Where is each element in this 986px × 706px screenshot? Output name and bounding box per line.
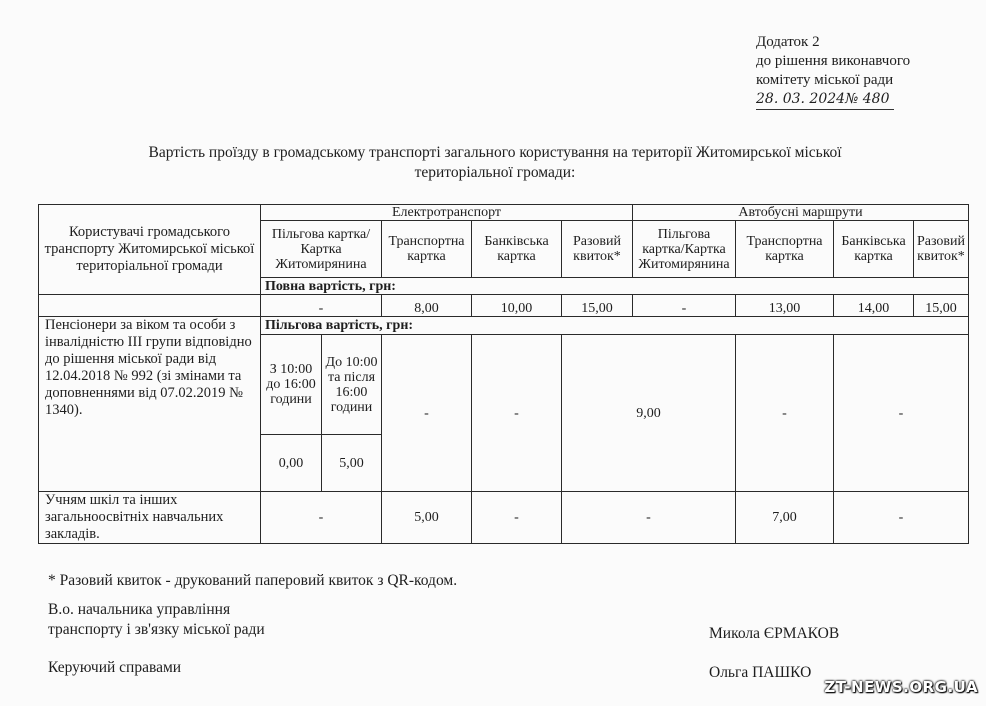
title-line1: Вартість проїзду в громадському транспорті загального користування на території Житомирської міської [148,144,842,161]
pensioners-price-time-2: 5,00 [322,435,382,492]
students-bus-transport: 7,00 [736,492,834,544]
appendix-line2: до рішення виконавчого [756,53,911,69]
group-electrotransport: Електротранспорт [261,205,633,221]
site-watermark: ZT-NEWS.ORG.UA [824,678,978,696]
pensioners-bus-benefit: 9,00 [562,335,736,492]
col-bus-transport-card: Транспортна картка [736,221,834,278]
full-price-bus-single: 15,00 [914,295,969,317]
time-window-1: З 10:00 до 16:00 години [261,335,322,435]
benefit-price-label: Пільгова вартість, грн: [261,317,969,335]
position1-line1: В.о. начальника управління [48,601,231,618]
group-bus-routes: Автобусні маршрути [633,205,969,221]
signature-position-2: Керуючий справами [48,659,182,676]
decision-date: 28. 03. 2024 [756,91,846,107]
footnote: * Разовий квиток - друкований паперовий квиток з QR-кодом. [48,572,458,589]
students-bus-bank: - [834,492,969,544]
students-transport: 5,00 [382,492,472,544]
full-price-bus-transport: 13,00 [736,295,834,317]
col-electro-bank-card: Банківська картка [472,221,562,278]
full-price-electro-bank: 10,00 [472,295,562,317]
col-electro-benefit-card: Пільгова картка/Картка Житомирянина [261,221,382,278]
students-label: Учням шкіл та інших загальноосвітніх навчальних закладів. [39,492,261,544]
document-title [60,143,930,183]
full-price-bus-bank: 14,00 [834,295,914,317]
full-price-electro-single: 15,00 [562,295,633,317]
title-line2: територіальної громади: [414,164,576,181]
full-price-electro-transport: 8,00 [382,295,472,317]
pensioners-label: Пенсіонери за віком та особи з інвалідністю ІІІ групи відповідно до рішення міської ради від 12.04.2018 № 992 (зі змінами та доповненнями від 07.02.2019 № 1340). [39,317,261,492]
pensioners-transport-card: - [382,335,472,492]
col-bus-single-ticket: Разовий квиток* [914,221,969,278]
col-bus-bank-card: Банківська картка [834,221,914,278]
students-bank: - [472,492,562,544]
pensioners-bus-bank: - [834,335,969,492]
col-electro-single-ticket: Разовий квиток* [562,221,633,278]
pensioners-bus-transport: - [736,335,834,492]
time-window-2: До 10:00 та після 16:00 години [322,335,382,435]
position1-line2: транспорту і зв'язку міської ради [48,621,265,638]
users-header: Користувачі громадського транспорту Житомирської міської територіальної громади [39,205,261,295]
col-electro-transport-card: Транспортна картка [382,221,472,278]
decision-no-sign: № [845,91,859,107]
decision-number: 480 [862,91,890,107]
full-price-electro-benefit: - [261,295,382,317]
fare-table [38,204,969,544]
appendix-line1: Додаток 2 [756,34,820,50]
signature-name-1: Микола ЄРМАКОВ [709,625,840,642]
signature-name-2: Ольга ПАШКО [709,664,812,681]
pensioners-price-time-1: 0,00 [261,435,322,492]
students-benefit: - [261,492,382,544]
full-price-label: Повна вартість, грн: [261,278,969,295]
col-bus-benefit-card: Пільгова картка/Картка Житомирянина [633,221,736,278]
pensioners-bank-card: - [472,335,562,492]
signature-position-1 [48,600,265,640]
appendix-header [756,33,910,110]
decision-date-number [756,90,910,110]
full-price-bus-benefit: - [633,295,736,317]
appendix-line3: комітету міської ради [756,72,894,88]
students-bus-benefit: - [562,492,736,544]
